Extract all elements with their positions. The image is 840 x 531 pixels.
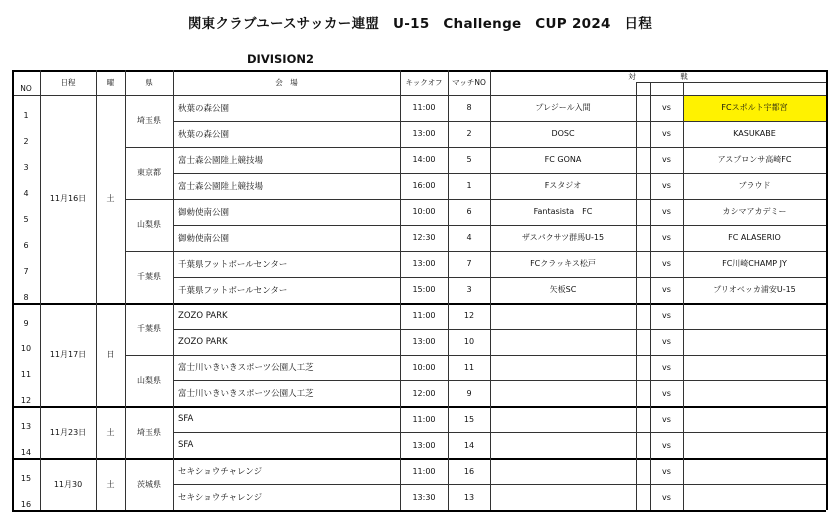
row-number: 7 <box>23 266 29 276</box>
kickoff-cell: 11:00 <box>412 466 436 476</box>
vs-label: vs <box>662 285 671 295</box>
row-number: 15 <box>20 474 32 484</box>
kickoff-cell: 13:00 <box>412 440 436 450</box>
venue-cell: 富士森公園陸上競技場 <box>178 155 264 166</box>
prefecture-cell: 千葉県 <box>137 324 161 334</box>
match-no-cell: 14 <box>463 440 475 450</box>
home-team-cell: FCクラッキス松戸 <box>530 259 596 269</box>
row-number: 16 <box>20 500 32 510</box>
vs-label: vs <box>662 492 671 502</box>
venue-cell: SFA <box>178 440 194 451</box>
row-number: 12 <box>20 396 32 406</box>
row-number: 10 <box>20 344 32 354</box>
home-team-cell <box>490 484 636 510</box>
away-team-cell: アスプロンサ高崎FC <box>717 155 792 165</box>
date-cell: 11月30 <box>53 479 83 489</box>
venue-cell: 御勅使南公園 <box>178 233 230 244</box>
date-cell: 11月23日 <box>49 427 87 437</box>
prefecture-cell: 山梨県 <box>137 220 161 230</box>
vs-label: vs <box>662 129 671 139</box>
venue-cell: 秋葉の森公園 <box>178 129 230 140</box>
home-team-cell <box>490 303 636 329</box>
header-pref: 県 <box>145 78 153 87</box>
away-team-cell <box>683 380 826 406</box>
date-cell: 11月16日 <box>49 194 87 204</box>
venue-cell: ZOZO PARK <box>178 310 228 321</box>
day-cell: 日 <box>106 349 115 359</box>
header-kickoff: キックオフ <box>405 78 443 87</box>
vs-label: vs <box>662 259 671 269</box>
match-no-cell: 11 <box>463 362 475 372</box>
match-no-cell: 4 <box>466 233 472 243</box>
day-cell: 土 <box>106 479 115 489</box>
match-no-cell: 3 <box>466 285 472 295</box>
vs-label: vs <box>662 311 671 321</box>
prefecture-cell: 千葉県 <box>137 272 161 282</box>
home-team-cell <box>490 355 636 381</box>
home-team-cell <box>490 329 636 355</box>
kickoff-cell: 10:00 <box>412 362 436 372</box>
vs-label: vs <box>662 414 671 424</box>
kickoff-cell: 11:00 <box>412 311 436 321</box>
home-team-cell <box>490 380 636 406</box>
kickoff-cell: 15:00 <box>412 285 436 295</box>
header-venue: 会 場 <box>275 78 298 87</box>
venue-cell: 御勅使南公園 <box>178 207 230 218</box>
prefecture-cell: 埼玉県 <box>137 116 161 126</box>
kickoff-cell: 13:00 <box>412 259 436 269</box>
prefecture-cell: 埼玉県 <box>137 427 161 437</box>
away-team-cell <box>683 432 826 458</box>
kickoff-cell: 11:00 <box>412 414 436 424</box>
grid-line <box>636 82 826 83</box>
row-number: 2 <box>23 136 29 146</box>
vs-label: vs <box>662 103 671 113</box>
header-day: 曜 <box>106 78 115 87</box>
match-no-cell: 2 <box>466 129 472 139</box>
vs-label: vs <box>662 388 671 398</box>
match-no-cell: 6 <box>466 207 472 217</box>
row-number: 13 <box>20 422 32 432</box>
venue-cell: 富士森公園陸上競技場 <box>178 181 264 192</box>
row-number: 11 <box>20 370 32 380</box>
kickoff-cell: 10:00 <box>412 207 436 217</box>
row-number: 9 <box>23 318 29 328</box>
venue-cell: 千葉県フットボールセンター <box>178 285 288 296</box>
home-team-cell: DOSC <box>551 129 575 139</box>
day-cell: 土 <box>106 194 115 204</box>
vs-label: vs <box>662 466 671 476</box>
match-no-cell: 9 <box>466 388 472 398</box>
kickoff-cell: 11:00 <box>412 103 436 113</box>
header-no: NO <box>20 83 32 93</box>
prefecture-cell: 東京都 <box>137 168 161 178</box>
home-team-cell <box>490 432 636 458</box>
match-no-cell: 1 <box>466 181 472 191</box>
division-label: DIVISION2 <box>247 52 314 66</box>
home-team-cell <box>490 406 636 432</box>
venue-cell: セキショウチャレンジ <box>178 467 263 478</box>
vs-label: vs <box>662 337 671 347</box>
row-number: 6 <box>23 240 29 250</box>
match-no-cell: 15 <box>463 414 475 424</box>
row-number: 8 <box>23 292 29 302</box>
venue-cell: 富士川いきいきスポーツ公園人工芝 <box>178 363 314 374</box>
away-team-cell: カシマアカデミー <box>722 207 787 217</box>
kickoff-cell: 12:00 <box>412 388 436 398</box>
away-team-cell <box>683 303 826 329</box>
kickoff-cell: 12:30 <box>412 233 436 243</box>
kickoff-cell: 13:00 <box>412 337 436 347</box>
home-team-cell <box>490 458 636 484</box>
header-date: 日程 <box>60 78 76 87</box>
prefecture-cell: 茨城県 <box>137 479 161 489</box>
row-number: 5 <box>23 214 29 224</box>
home-team-cell: FC GONA <box>544 155 582 165</box>
prefecture-cell: 山梨県 <box>137 375 161 385</box>
row-number: 1 <box>23 110 29 120</box>
venue-cell: 千葉県フットボールセンター <box>178 259 288 270</box>
away-team-cell: FC ALASERIO <box>728 233 781 243</box>
row-number: 14 <box>20 448 32 458</box>
home-team-cell: プレジール入間 <box>535 103 591 113</box>
home-team-cell: ザスパクサツ群馬U-15 <box>521 233 605 243</box>
date-cell: 11月17日 <box>49 349 87 359</box>
home-team-cell: Fスタジオ <box>544 181 582 191</box>
vs-label: vs <box>662 207 671 217</box>
venue-cell: ZOZO PARK <box>178 336 228 347</box>
home-team-cell: Fantasista FC <box>533 207 593 217</box>
kickoff-cell: 14:00 <box>412 155 436 165</box>
vs-label: vs <box>662 155 671 165</box>
home-team-cell: 矢板SC <box>549 285 577 295</box>
grid-line <box>826 70 828 510</box>
row-number: 4 <box>23 188 29 198</box>
match-no-cell: 10 <box>463 337 475 347</box>
venue-cell: SFA <box>178 414 194 425</box>
venue-cell: 富士川いきいきスポーツ公園人工芝 <box>178 389 314 400</box>
away-team-cell: FCスポルト宇都宮 <box>721 103 788 113</box>
away-team-cell <box>683 406 826 432</box>
kickoff-cell: 13:00 <box>412 129 436 139</box>
away-team-cell: KASUKABE <box>733 129 776 139</box>
vs-label: vs <box>662 181 671 191</box>
day-cell: 土 <box>106 427 115 437</box>
row-number: 3 <box>23 162 29 172</box>
vs-label: vs <box>662 233 671 243</box>
header-taisen-2: 戦 <box>680 71 688 81</box>
kickoff-cell: 13:30 <box>412 492 436 502</box>
match-no-cell: 8 <box>466 103 472 113</box>
vs-label: vs <box>662 440 671 450</box>
away-team-cell <box>683 329 826 355</box>
match-no-cell: 5 <box>466 155 472 165</box>
away-team-cell: ブラウド <box>738 181 771 191</box>
match-no-cell: 7 <box>466 259 472 269</box>
grid-line <box>636 82 637 510</box>
match-no-cell: 12 <box>463 311 475 321</box>
match-no-cell: 16 <box>463 466 475 476</box>
header-match-no: マッチNO <box>452 78 486 87</box>
venue-cell: セキショウチャレンジ <box>178 493 263 504</box>
header-taisen-1: 対 <box>628 71 636 81</box>
away-team-cell <box>683 458 826 484</box>
away-team-cell <box>683 484 826 510</box>
match-no-cell: 13 <box>463 492 475 502</box>
grid-line <box>12 510 826 512</box>
away-team-cell: FC川崎CHAMP JY <box>722 259 787 269</box>
vs-label: vs <box>662 362 671 372</box>
away-team-cell <box>683 355 826 381</box>
page-title: 関東クラブユースサッカー連盟 U-15 Challenge CUP 2024 日程 <box>187 16 653 32</box>
away-team-cell: プリオベッカ浦安U-15 <box>713 285 796 295</box>
kickoff-cell: 16:00 <box>412 181 436 191</box>
venue-cell: 秋葉の森公園 <box>178 103 230 114</box>
